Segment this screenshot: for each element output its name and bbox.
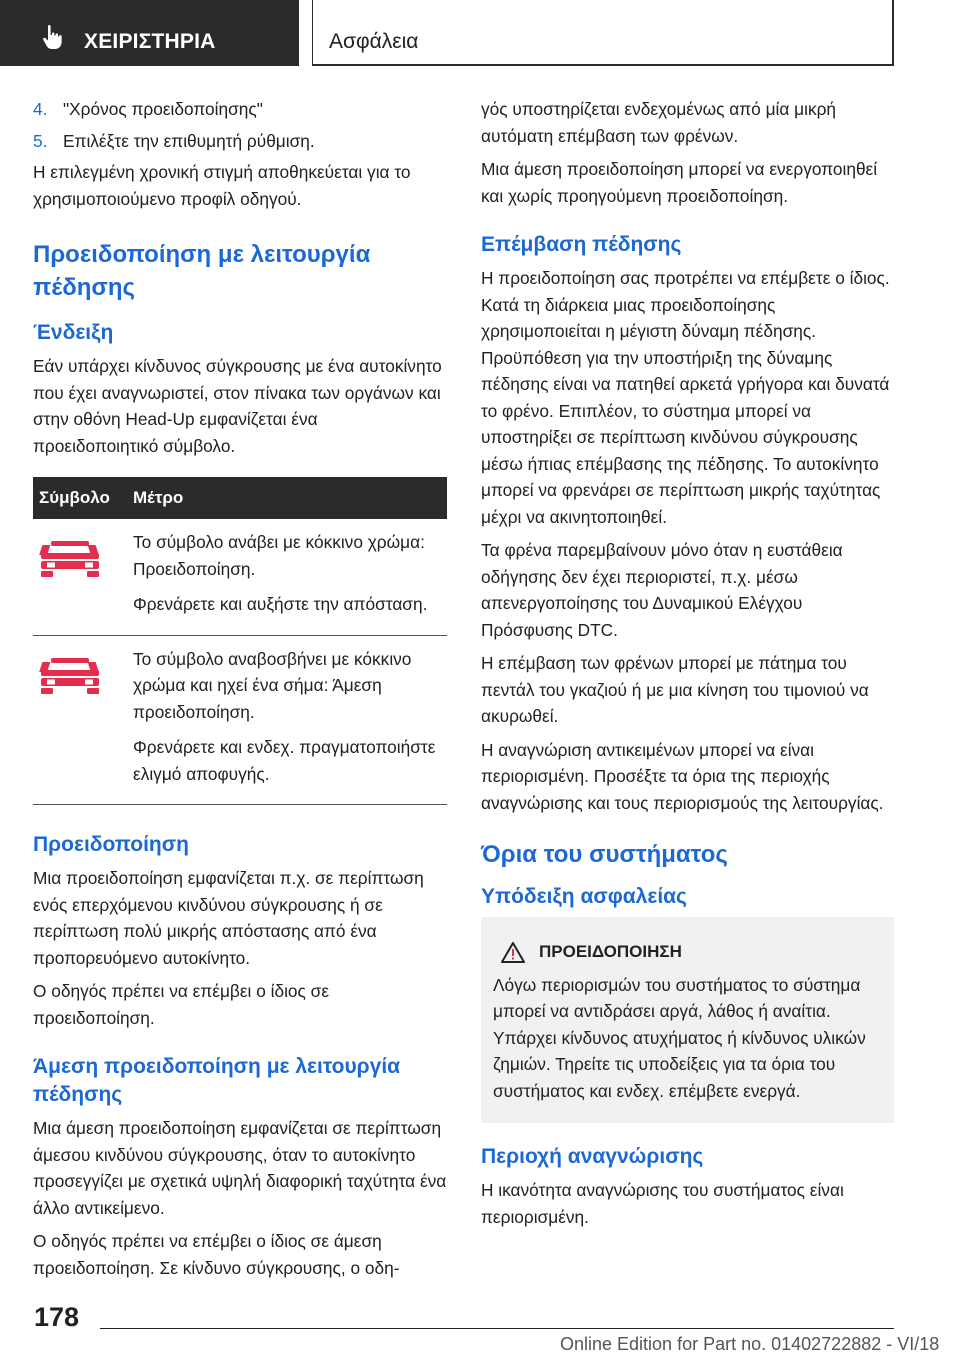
heading-safety-note: Υπόδειξη ασφαλείας — [481, 885, 687, 908]
measure-cell — [127, 635, 447, 805]
step-number: 5. — [33, 130, 48, 151]
section-title: Ασφάλεια — [329, 30, 419, 53]
manual-section-title: ΧΕΙΡΙΣΤΗΡΙΑ — [84, 30, 216, 53]
heading-indication: Ένδειξη — [33, 321, 114, 344]
warning-title: ΠΡΟΕΙΔΟΠΟΙΗΣΗ — [539, 942, 682, 961]
header-section-tab — [312, 0, 894, 66]
symbol-table — [33, 477, 447, 805]
paragraph: Η επέμβαση των φρένων μπορεί με πάτημα του πεντάλ του γκαζιού ή με μια κίνηση του τιμονιού να ακυρωθεί. — [481, 653, 869, 726]
heading-brake-intervention: Επέμβαση πέδησης — [481, 233, 682, 256]
paragraph: Ο οδηγός πρέπει να επέμβει ο ίδιος σε άμεση προειδοποίηση. Σε κίνδυνο σύγκρουσης, ο οδη- — [33, 1231, 400, 1278]
step-item — [33, 96, 447, 123]
heading-immediate-warning: Άμεση προειδοποίηση με λειτουργία πέδησης — [33, 1055, 401, 1106]
car-warning-icon — [39, 537, 101, 579]
paragraph: Ο οδηγός πρέπει να επέμβει ο ίδιος σε προειδοποίηση. — [33, 981, 330, 1028]
warning-text: Λόγω περιορισμών του συστήματος το σύστημα μπορεί να αντιδράσει αργά, λάθος ή αναίτια. Υπάρχει κίνδυνος ατυχήματος ή κίνδυνος υλικών ζημιών. Τηρείτε τις υποδείξεις για τα όρια του συστήματος και ενδεχ. επέμβετε ενεργά. — [493, 974, 866, 1101]
step-text: "Χρόνος προειδοποίησης" — [63, 99, 263, 119]
measure-text: Το σύμβολο αναβοσβήνει με κόκκινο χρώμα και ηχεί ένα σήμα: Άμεση προειδοποίηση. — [133, 648, 412, 722]
paragraph: Η ικανότητα αναγνώρισης του συστήματος είναι περιορισμένη. — [481, 1180, 844, 1227]
edition-note: Online Edition for Part no. 01402722882 - VI/18 — [560, 1334, 940, 1354]
paragraph: Τα φρένα παρεμβαίνουν μόνο όταν η ευστάθεια οδήγησης δεν έχει περιοριστεί, π.χ. μέσω απενεργοποίησης του Δυναμικού Ελέγχου Πρόσφυσης DTC. — [481, 540, 843, 640]
heading-warning: Προειδοποίηση — [33, 833, 189, 856]
paragraph: γός υποστηρίζεται ενδεχομένως από μία μικρή αυτόματη επέμβαση των φρένων. — [481, 99, 837, 146]
right-column — [481, 96, 894, 1237]
left-column — [33, 96, 447, 1288]
warning-title-row — [493, 939, 882, 966]
paragraph: Εάν υπάρχει κίνδυνος σύγκρουσης με ένα αυτοκίνητο που έχει αναγνωριστεί, στον πίνακα των οργάνων και στην οθόνη Head-Up εμφανίζεται ένα προειδοποιητικό σύμβολο. — [33, 356, 442, 456]
table-row — [33, 635, 447, 805]
warning-triangle-icon — [501, 942, 525, 963]
warning-box — [481, 917, 894, 1123]
paragraph: Η προειδοποίηση σας προτρέπει να επέμβετε ο ίδιος. Κατά τη διάρκεια μιας προειδοποίησης χρησιμοποιείται η μέγιστη δύναμη πέδησης. Προϋπόθεση για την υποστήριξη της δύναμης πέδησης είναι να πατηθεί αρκετά γρήγορα και δυνατά το φρένο. Επιπλέον, το σύστημα μπορεί να υποστηρίξει σε περίπτωση κινδύνου σύγκρουσης μέσω ήπιας επέμβασης της πέδησης. Το αυτοκίνητο μπορεί να φρενάρει σε περίπτωση μικρής ταχύτητας μέχρι να ακινητοποιηθεί. — [481, 268, 890, 527]
measure-text: Φρενάρετε και ενδεχ. πραγματοποιήστε ελιγμό αποφυγής. — [133, 737, 436, 784]
heading-system-limits: Όρια του συστήματος — [481, 841, 728, 868]
symbol-cell — [33, 635, 127, 805]
table-header-row — [33, 477, 447, 519]
measure-cell — [127, 519, 447, 635]
column-header-symbol: Σύμβολο — [33, 477, 127, 519]
step-text: Επιλέξτε την επιθυμητή ρύθμιση. — [63, 130, 315, 151]
measure-text: Φρενάρετε και αυξήστε την απόσταση. — [133, 594, 428, 614]
paragraph: Η αναγνώριση αντικειμένων μπορεί να είναι περιορισμένη. Προσέξτε τα όρια της περιοχής αναγνώρισης και τους περιορισμούς της λειτουργίας. — [481, 739, 884, 813]
paragraph: Η επιλεγμένη χρονική στιγμή αποθηκεύεται για το χρησιμοποιούμενο προφίλ οδηγού. — [33, 162, 411, 209]
paragraph: Μια άμεση προειδοποίηση μπορεί να ενεργοποιηθεί και χωρίς προηγούμενη προειδοποίηση. — [481, 159, 878, 206]
table-row — [33, 519, 447, 635]
paragraph: Μια άμεση προειδοποίηση εμφανίζεται σε περίπτωση άμεσου κινδύνου σύγκρουσης, όταν το αυτοκίνητο προσεγγίζει με σχετικά υψηλή διαφορική ταχύτητα ένα άλλο αντικείμενο. — [33, 1118, 447, 1218]
header-manual-tab — [0, 0, 299, 66]
step-item — [33, 128, 447, 155]
car-warning-icon — [39, 654, 101, 696]
footer-divider — [100, 1328, 894, 1329]
page-number: 178 — [34, 1302, 80, 1332]
paragraph: Μια προειδοποίηση εμφανίζεται π.χ. σε περίπτωση ενός επερχόμενου κινδύνου σύγκρουσης ή σε περίπτωση πολύ μικρής απόστασης από ένα προπορευόμενο αυτοκίνητο. — [33, 868, 424, 968]
column-header-measure: Μέτρο — [127, 477, 447, 519]
pointing-hand-icon — [42, 24, 64, 50]
measure-text: Το σύμβολο ανάβει με κόκκινο χρώμα: Προειδοποίηση. — [133, 532, 425, 579]
step-number: 4. — [33, 99, 48, 119]
symbol-cell — [33, 519, 127, 635]
heading-warning-brake: Προειδοποίηση με λειτουργία πέδησης — [33, 241, 371, 301]
heading-detection-range: Περιοχή αναγνώρισης — [481, 1145, 704, 1168]
